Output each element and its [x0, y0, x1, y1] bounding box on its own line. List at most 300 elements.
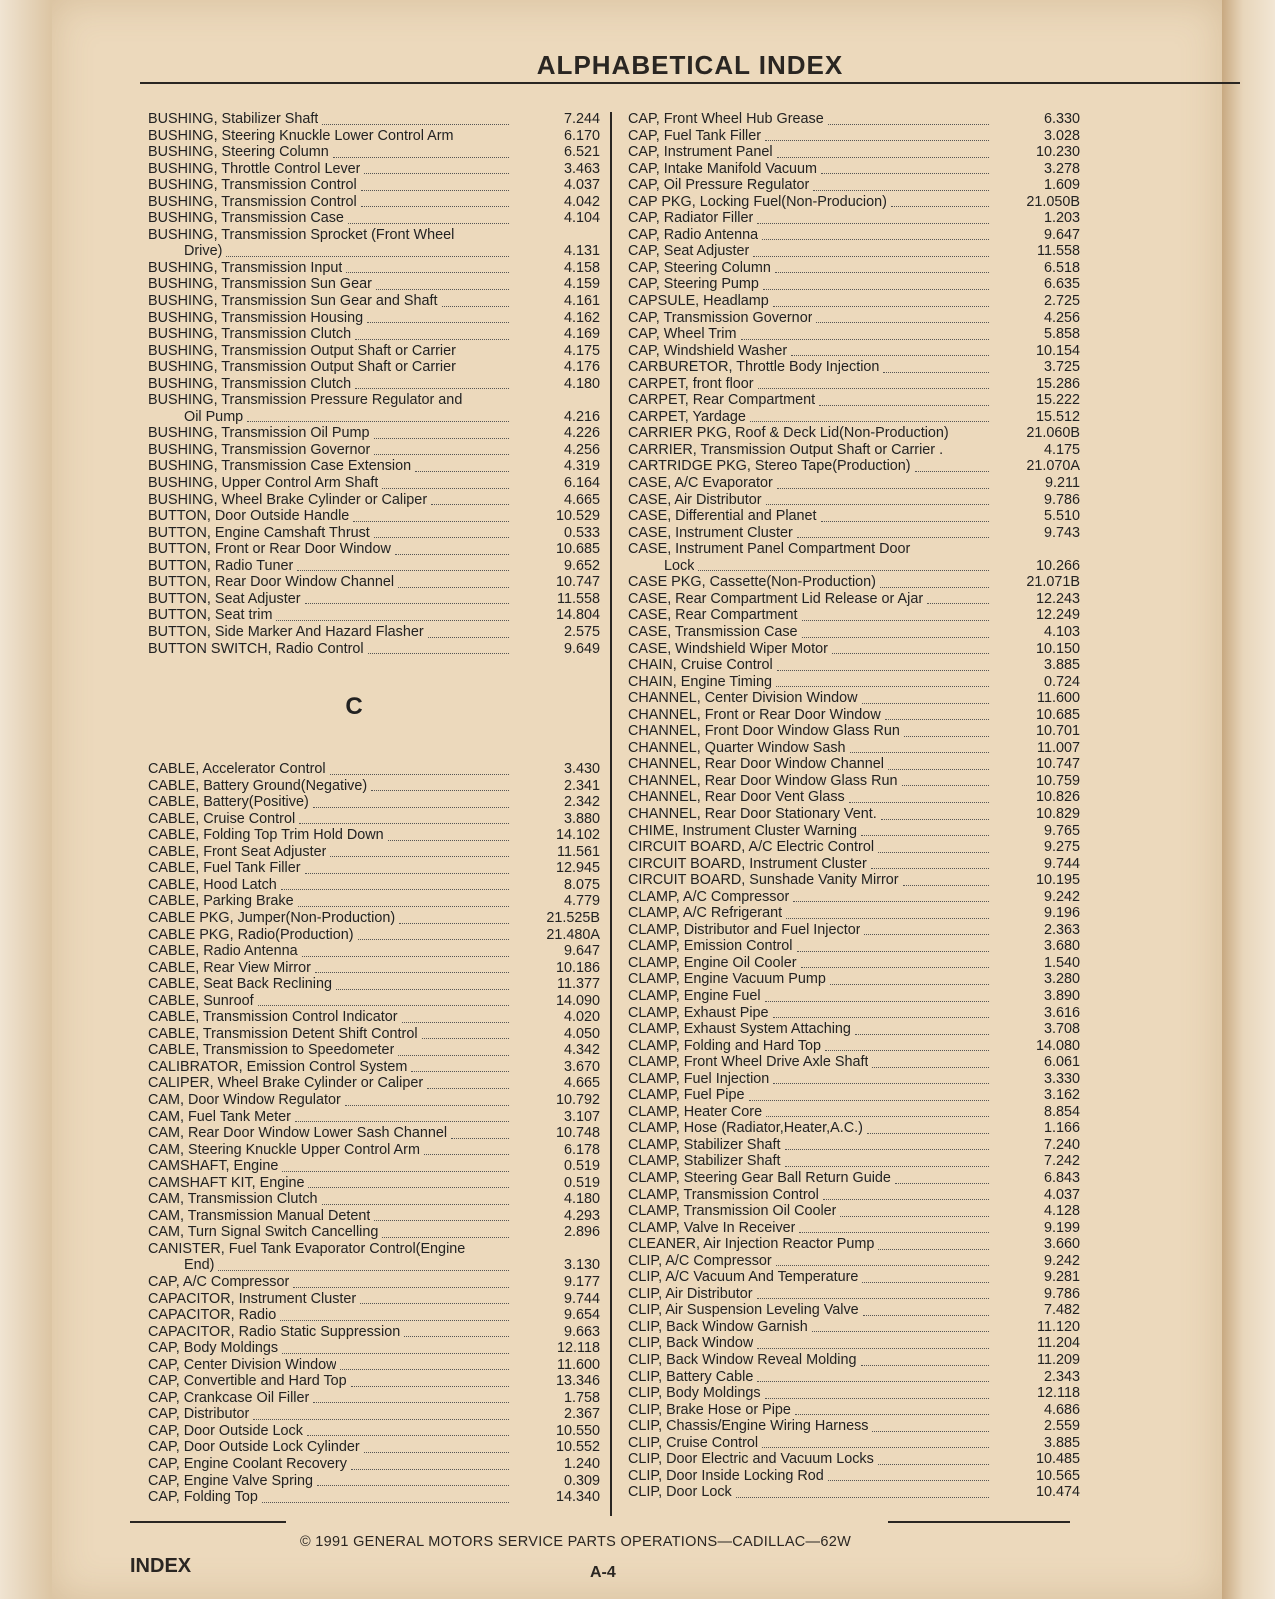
index-entry-page-ref: 1.166: [1043, 1120, 1080, 1137]
index-entry-page-ref: 3.430: [563, 761, 600, 778]
index-entry-name: CAP, Transmission Governor: [628, 309, 813, 326]
index-entry-page-ref: 4.180: [563, 375, 600, 392]
footer-rule-right: [888, 1521, 1070, 1523]
index-entry-page-ref: 11.558: [1037, 243, 1080, 260]
dot-leader: [903, 884, 989, 886]
index-entry: [628, 806, 1080, 823]
index-entry: [628, 1170, 1080, 1187]
index-entry-name: CIRCUIT BOARD, A/C Electric Control: [628, 839, 875, 856]
dot-leader: [322, 123, 509, 125]
dot-leader: [766, 503, 989, 505]
index-entry-page-ref: 12.118: [557, 1340, 600, 1357]
dot-leader: [785, 1148, 989, 1150]
index-entry: [148, 1390, 600, 1407]
index-entry-page-ref: 4.020: [563, 1009, 600, 1026]
index-entry-name: CLIP, A/C Compressor: [628, 1252, 772, 1269]
dot-leader: [361, 189, 509, 191]
index-entry: [628, 1484, 1080, 1501]
index-entry-name: CLAMP, A/C Compressor: [628, 888, 790, 905]
index-entry-page-ref: 0.724: [1043, 673, 1080, 690]
index-entry-name: BUTTON, Engine Camshaft Thrust: [148, 524, 370, 541]
index-entry: [148, 976, 600, 993]
dot-leader: [861, 1364, 990, 1366]
index-entry: [148, 1324, 600, 1341]
dot-leader: [773, 1016, 989, 1018]
index-entry-name: BUTTON, Radio Tuner: [148, 557, 294, 574]
index-entry: [148, 893, 600, 910]
index-entry-page-ref: 4.037: [563, 177, 600, 194]
footer-section-label: INDEX: [130, 1555, 192, 1577]
index-entry-name: CLAMP, Stabilizer Shaft: [628, 1153, 781, 1170]
dot-leader: [330, 855, 509, 857]
dot-leader: [880, 586, 989, 588]
dot-leader: [399, 922, 509, 924]
index-entry-name: CAP PKG, Locking Fuel(Non-Producion): [628, 193, 887, 210]
index-entry-name: CLAMP, Engine Vacuum Pump: [628, 971, 826, 988]
dot-leader: [802, 619, 989, 621]
index-entry-page-ref: 3.708: [1043, 1021, 1080, 1038]
index-entry-name: CAP, Oil Pressure Regulator: [628, 177, 810, 194]
index-entry: [148, 293, 600, 310]
index-entry-name: CAP, Steering Pump: [628, 276, 759, 293]
index-entry-name: BUSHING, Transmission Governor: [148, 441, 371, 458]
index-entry: [148, 1191, 600, 1208]
index-entry: [148, 144, 600, 161]
index-entry: [628, 607, 1080, 624]
index-entry-page-ref: 1.609: [1043, 177, 1080, 194]
dot-leader: [307, 1434, 509, 1436]
index-entry-name: BUSHING, Transmission Case Extension: [148, 458, 412, 475]
dot-leader: [763, 288, 989, 290]
index-entry-name: BUSHING, Transmission Sun Gear: [148, 276, 372, 293]
index-entry-page-ref: 14.340: [555, 1489, 600, 1506]
dot-leader: [355, 387, 509, 389]
footer-copyright: © 1991 GENERAL MOTORS SERVICE PARTS OPERATIONS—CADILLAC—62W: [300, 1534, 852, 1550]
dot-leader: [799, 1231, 989, 1233]
index-entry: [148, 1456, 600, 1473]
index-entry-page-ref: 11.120: [1037, 1318, 1080, 1335]
index-entry-name: CLIP, Back Window Garnish: [628, 1318, 808, 1335]
index-entry-name: CAPACITOR, Instrument Cluster: [148, 1290, 357, 1307]
index-entry: [148, 1224, 600, 1241]
dot-leader: [795, 1413, 989, 1415]
dot-leader: [813, 189, 989, 191]
index-entry: [628, 260, 1080, 277]
dot-leader: [863, 1314, 989, 1316]
index-entry-page-ref: 6.635: [1043, 276, 1080, 293]
index-entry: [148, 877, 600, 894]
dot-leader: [333, 156, 509, 158]
dot-leader: [878, 851, 989, 853]
index-entry: [628, 177, 1080, 194]
index-entry: [628, 641, 1080, 658]
dot-leader: [871, 867, 989, 869]
index-entry-name: CASE, Instrument Cluster: [628, 524, 793, 541]
dot-leader: [395, 553, 509, 555]
index-entry: [148, 111, 600, 128]
index-entry: [148, 343, 600, 360]
index-entry-page-ref: 7.244: [563, 111, 600, 127]
index-entry-name: CHANNEL, Rear Door Window Glass Run: [628, 772, 898, 789]
index-entry: [148, 927, 600, 944]
index-entry-page-ref: 2.725: [1043, 293, 1080, 310]
index-entry-page-ref: 14.804: [555, 607, 600, 624]
index-entry-page-ref: 3.280: [1043, 971, 1080, 988]
page-edge-left: [0, 0, 52, 1599]
dot-leader: [376, 288, 509, 290]
index-entry-page-ref: 4.159: [563, 276, 600, 293]
index-entry: [148, 326, 600, 343]
index-entry-name: CASE PKG, Cassette(Non-Production): [628, 574, 876, 591]
index-entry: [148, 1473, 600, 1490]
index-entry-name: CHAIN, Cruise Control: [628, 657, 773, 674]
index-entry: [628, 756, 1080, 773]
index-entry: [148, 1158, 600, 1175]
index-entry: [628, 558, 1080, 575]
index-entry: [148, 525, 600, 542]
index-entry: [628, 1120, 1080, 1137]
index-entry-page-ref: 2.343: [1043, 1368, 1080, 1385]
index-entry-name: CAP, Convertible and Hard Top: [148, 1373, 347, 1390]
index-entry-page-ref: 1.240: [563, 1456, 600, 1473]
index-entry-name: BUSHING, Transmission Sprocket (Front Wheel: [148, 226, 455, 243]
index-entry-page-ref: 4.686: [1043, 1401, 1080, 1418]
dot-leader: [750, 420, 989, 422]
index-entry: [628, 1369, 1080, 1386]
dot-leader: [276, 619, 509, 621]
index-entry-page-ref: 10.747: [555, 574, 600, 591]
index-entry: [628, 1385, 1080, 1402]
page-number: A-4: [590, 1564, 616, 1581]
index-entry-page-ref: 4.103: [1043, 623, 1080, 640]
dot-leader: [765, 1000, 989, 1002]
index-entry-name: CLAMP, Heater Core: [628, 1103, 763, 1120]
index-entry-name: CHANNEL, Rear Door Vent Glass: [628, 789, 845, 806]
index-entry-name: CAP, Seat Adjuster: [628, 243, 750, 260]
dot-leader: [878, 1248, 989, 1250]
index-entry-page-ref: 10.529: [555, 508, 600, 525]
index-entry-page-ref: 9.647: [563, 943, 600, 960]
dot-leader: [825, 1049, 989, 1051]
index-entry-name: CLAMP, Stabilizer Shaft: [628, 1136, 781, 1153]
index-entry-page-ref: 10.186: [555, 959, 600, 976]
index-entry: [628, 889, 1080, 906]
index-group-c: [148, 761, 600, 1506]
dot-leader: [947, 454, 989, 455]
index-entry-page-ref: 4.342: [563, 1042, 600, 1059]
dot-leader: [793, 900, 989, 902]
index-entry-page-ref: 4.216: [563, 408, 600, 425]
index-entry-page-ref: 4.256: [1043, 309, 1080, 326]
dot-leader: [398, 1054, 509, 1056]
index-entry-name: CARPET, Yardage: [628, 408, 746, 425]
index-entry-name: CHANNEL, Rear Door Stationary Vent.: [628, 805, 877, 822]
dot-leader: [367, 321, 509, 323]
dot-leader: [305, 602, 510, 604]
index-entry-page-ref: 10.195: [1035, 872, 1080, 889]
index-entry-page-ref: 4.176: [563, 359, 600, 376]
index-entry: [628, 343, 1080, 360]
dot-leader: [819, 404, 989, 406]
index-column-right: [628, 111, 1080, 1501]
index-entry: [628, 1104, 1080, 1121]
dot-leader: [293, 1286, 509, 1288]
index-entry-name: CHANNEL, Front Door Window Glass Run: [628, 723, 900, 740]
dot-leader: [777, 156, 989, 158]
dot-leader: [849, 801, 989, 803]
index-entry: [148, 310, 600, 327]
index-entry-page-ref: 1.758: [563, 1389, 600, 1406]
index-entry: [628, 1153, 1080, 1170]
index-entry-name: CLAMP, Emission Control: [628, 938, 793, 955]
index-entry-name: BUSHING, Upper Control Arm Shaft: [148, 475, 379, 492]
index-entry-page-ref: 9.275: [1043, 839, 1080, 856]
dot-leader: [840, 1215, 989, 1217]
index-entry-name: CAP, Intake Manifold Vacuum: [628, 160, 818, 177]
index-entry-name: CIRCUIT BOARD, Sunshade Vanity Mirror: [628, 872, 899, 889]
index-entry-name: CLIP, Back Window: [628, 1335, 754, 1352]
index-entry: [148, 1142, 600, 1159]
index-entry-page-ref: 5.858: [1043, 326, 1080, 343]
index-entry-page-ref: 6.061: [1043, 1054, 1080, 1071]
dot-leader: [351, 1468, 509, 1470]
index-entry-name: CLIP, Door Lock: [628, 1484, 732, 1501]
dot-leader: [762, 1446, 989, 1448]
dot-leader: [797, 950, 990, 952]
index-entry-page-ref: 15.222: [1035, 392, 1080, 409]
dot-leader: [382, 1236, 509, 1238]
index-entry: [628, 425, 1080, 442]
dot-leader: [741, 338, 990, 340]
index-entry-page-ref: 10.747: [1035, 756, 1080, 773]
index-entry-name: CASE, A/C Evaporator: [628, 475, 773, 492]
index-entry-name: CAP, Distributor: [148, 1406, 250, 1423]
index-entry-name: CLIP, Door Inside Locking Rod: [628, 1467, 824, 1484]
dot-leader: [258, 1004, 509, 1006]
index-entry-name: CABLE, Fuel Tank Filler: [148, 860, 301, 877]
dot-leader: [308, 1186, 509, 1188]
dot-leader: [388, 839, 509, 841]
index-entry-page-ref: 10.550: [555, 1422, 600, 1439]
index-entry-page-ref: 9.211: [1045, 475, 1080, 492]
dot-leader: [297, 569, 509, 571]
index-entry-name: CLAMP, Folding and Hard Top: [628, 1037, 822, 1054]
index-entry-name: CAP, Body Moldings: [148, 1340, 279, 1357]
dot-leader: [315, 971, 509, 973]
index-entry-page-ref: 12.945: [555, 860, 600, 877]
index-entry: [148, 1423, 600, 1440]
title-rule: [140, 82, 1240, 84]
index-entry-page-ref: 11.561: [557, 843, 600, 860]
dot-leader: [422, 1037, 509, 1039]
index-entry-name: CAP, Windshield Washer: [628, 342, 788, 359]
dot-leader: [424, 1153, 509, 1155]
index-entry-name: CLAMP, Transmission Control: [628, 1186, 819, 1203]
dot-leader: [282, 1170, 509, 1172]
index-entry-page-ref: 7.482: [1043, 1302, 1080, 1319]
index-entry-name: CAP, Engine Valve Spring: [148, 1472, 314, 1489]
index-entry-name: CLIP, Chassis/Engine Wiring Harness: [628, 1418, 869, 1435]
dot-leader: [295, 1120, 509, 1122]
index-entry-name: CABLE, Battery Ground(Negative): [148, 777, 368, 794]
index-entry-name: BUSHING, Transmission Oil Pump: [148, 425, 370, 442]
dot-leader: [226, 255, 509, 257]
index-entry-name: CARRIER PKG, Roof & Deck Lid(Non-Production): [628, 425, 949, 442]
index-entry: [628, 707, 1080, 724]
index-entry: [628, 144, 1080, 161]
index-entry-page-ref: 11.377: [557, 976, 600, 993]
dot-leader: [313, 806, 509, 808]
dot-leader: [353, 520, 509, 522]
dot-leader: [775, 271, 989, 273]
index-entry: [628, 773, 1080, 790]
index-entry-page-ref: 3.130: [563, 1257, 600, 1274]
dot-leader: [821, 520, 989, 522]
index-entry: [148, 409, 600, 426]
index-entry-page-ref: 9.743: [1043, 524, 1080, 541]
index-entry-page-ref: 10.826: [1035, 789, 1080, 806]
footer-rule-left: [130, 1521, 286, 1523]
index-entry-page-ref: 21.525B: [546, 909, 600, 926]
index-entry-page-ref: 4.158: [563, 259, 600, 276]
index-entry-name: BUTTON, Seat Adjuster: [148, 590, 301, 607]
dot-leader: [358, 938, 509, 940]
index-entry: [148, 910, 600, 927]
index-entry: [148, 1092, 600, 1109]
index-entry: [628, 574, 1080, 591]
index-entry-name: CHANNEL, Front or Rear Door Window: [628, 706, 881, 723]
index-entry-name: CAM, Steering Knuckle Upper Control Arm: [148, 1141, 420, 1158]
index-entry: [628, 1302, 1080, 1319]
index-entry-name: CASE, Windshield Wiper Motor: [628, 640, 828, 657]
index-entry-page-ref: 4.037: [1043, 1186, 1080, 1203]
index-entry: [628, 1071, 1080, 1088]
index-entry: [628, 1402, 1080, 1419]
index-entry-page-ref: 9.199: [1043, 1219, 1080, 1236]
index-entry-name: CAP, Fuel Tank Filler: [628, 127, 762, 144]
index-entry-page-ref: 3.880: [563, 810, 600, 827]
index-column-left: [148, 111, 600, 1506]
dot-leader: [830, 983, 989, 985]
index-entry: [148, 1075, 600, 1092]
index-entry-page-ref: 2.341: [563, 777, 600, 794]
dot-leader: [415, 470, 509, 472]
index-entry-name: CLAMP, A/C Refrigerant: [628, 905, 783, 922]
index-entry: [148, 1439, 600, 1456]
dot-leader: [757, 222, 989, 224]
index-entry-name: CLAMP, Engine Fuel: [628, 987, 761, 1004]
index-entry: [628, 1236, 1080, 1253]
index-entry-page-ref: 9.281: [1043, 1269, 1080, 1286]
page-title: ALPHABETICAL INDEX: [536, 50, 844, 80]
dot-leader: [371, 789, 509, 791]
index-entry-page-ref: 12.249: [1035, 607, 1080, 624]
index-entry: [628, 740, 1080, 757]
index-entry-page-ref: 6.843: [1043, 1170, 1080, 1186]
index-entry-page-ref: 9.786: [1043, 1285, 1080, 1302]
index-entry-name: CAPSULE, Headlamp: [628, 293, 769, 310]
index-entry-name: CAM, Rear Door Window Lower Sash Channel: [148, 1125, 448, 1142]
index-entry-continuation: Lock: [664, 557, 695, 574]
index-entry-page-ref: 0.533: [563, 524, 600, 541]
index-entry-name: BUSHING, Transmission Pressure Regulator and: [148, 392, 463, 409]
index-entry-name: CAP, Front Wheel Hub Grease: [628, 111, 824, 127]
index-entry: [148, 960, 600, 977]
index-entry-page-ref: 10.154: [1035, 342, 1080, 359]
dot-leader: [442, 305, 509, 307]
index-entry-page-ref: 9.663: [563, 1323, 600, 1340]
index-entry-page-ref: 13.346: [555, 1373, 600, 1390]
index-entry-name: CAMSHAFT KIT, Engine: [148, 1174, 305, 1191]
index-entry-page-ref: 14.090: [555, 992, 600, 1009]
index-entry: [628, 227, 1080, 244]
index-entry: [628, 988, 1080, 1005]
index-entry: [628, 392, 1080, 409]
dot-leader: [282, 1352, 509, 1354]
index-entry-name: BUSHING, Transmission Output Shaft or Carrier: [148, 359, 456, 376]
index-entry: [628, 839, 1080, 856]
index-entry-name: BUSHING, Transmission Clutch: [148, 375, 352, 392]
index-entry: [628, 508, 1080, 525]
index-entry: [148, 243, 600, 260]
dot-leader: [872, 1430, 989, 1432]
index-entry-name: CABLE, Sunroof: [148, 992, 254, 1009]
index-entry-page-ref: 4.128: [1043, 1203, 1080, 1220]
index-entry-page-ref: 6.164: [563, 475, 600, 492]
index-entry-page-ref: 10.266: [1035, 557, 1080, 574]
dot-leader: [247, 420, 509, 422]
index-entry: [148, 1489, 600, 1506]
dot-leader: [785, 1165, 989, 1167]
index-entry: [628, 674, 1080, 691]
index-entry: [628, 326, 1080, 343]
index-entry: [628, 1021, 1080, 1038]
index-entry: [148, 128, 600, 145]
index-entry-page-ref: 3.107: [563, 1108, 600, 1125]
index-entry-name: CARPET, Rear Compartment: [628, 392, 816, 409]
index-entry-page-ref: 6.518: [1043, 259, 1080, 276]
index-entry: [628, 1468, 1080, 1485]
index-entry-name: BUSHING, Transmission Control: [148, 177, 357, 194]
index-entry-name: CABLE, Radio Antenna: [148, 943, 298, 960]
index-entry: [628, 1286, 1080, 1303]
index-entry-name: CAP, Instrument Panel: [628, 144, 773, 161]
dot-leader: [802, 636, 989, 638]
index-entry: [148, 210, 600, 227]
index-entry-page-ref: 21.071B: [1026, 574, 1080, 591]
index-entry: [148, 177, 600, 194]
dot-leader: [776, 685, 989, 687]
index-entry: [628, 128, 1080, 145]
index-entry-page-ref: 7.240: [1043, 1136, 1080, 1153]
index-entry-name: CARRIER, Transmission Output Shaft or Carrier .: [628, 441, 944, 458]
index-entry-name: CASE, Rear Compartment: [628, 607, 798, 624]
index-entry-page-ref: 21.060B: [1026, 425, 1080, 442]
index-entry-name: CLAMP, Fuel Pipe: [628, 1087, 745, 1104]
index-entry: [148, 794, 600, 811]
index-entry: [628, 1137, 1080, 1154]
index-entry-page-ref: 3.890: [1043, 987, 1080, 1004]
index-entry-page-ref: 7.242: [1043, 1153, 1080, 1170]
dot-leader: [351, 1385, 509, 1387]
index-entry-page-ref: 4.180: [563, 1191, 600, 1208]
index-entry-name: BUTTON, Side Marker And Hazard Flasher: [148, 623, 424, 640]
index-entry-page-ref: 2.559: [1043, 1418, 1080, 1435]
index-entry: [628, 872, 1080, 889]
dot-leader: [361, 205, 509, 207]
index-entry-name: CABLE, Rear View Mirror: [148, 959, 311, 976]
index-entry-name: CALIPER, Wheel Brake Cylinder or Caliper: [148, 1075, 424, 1092]
